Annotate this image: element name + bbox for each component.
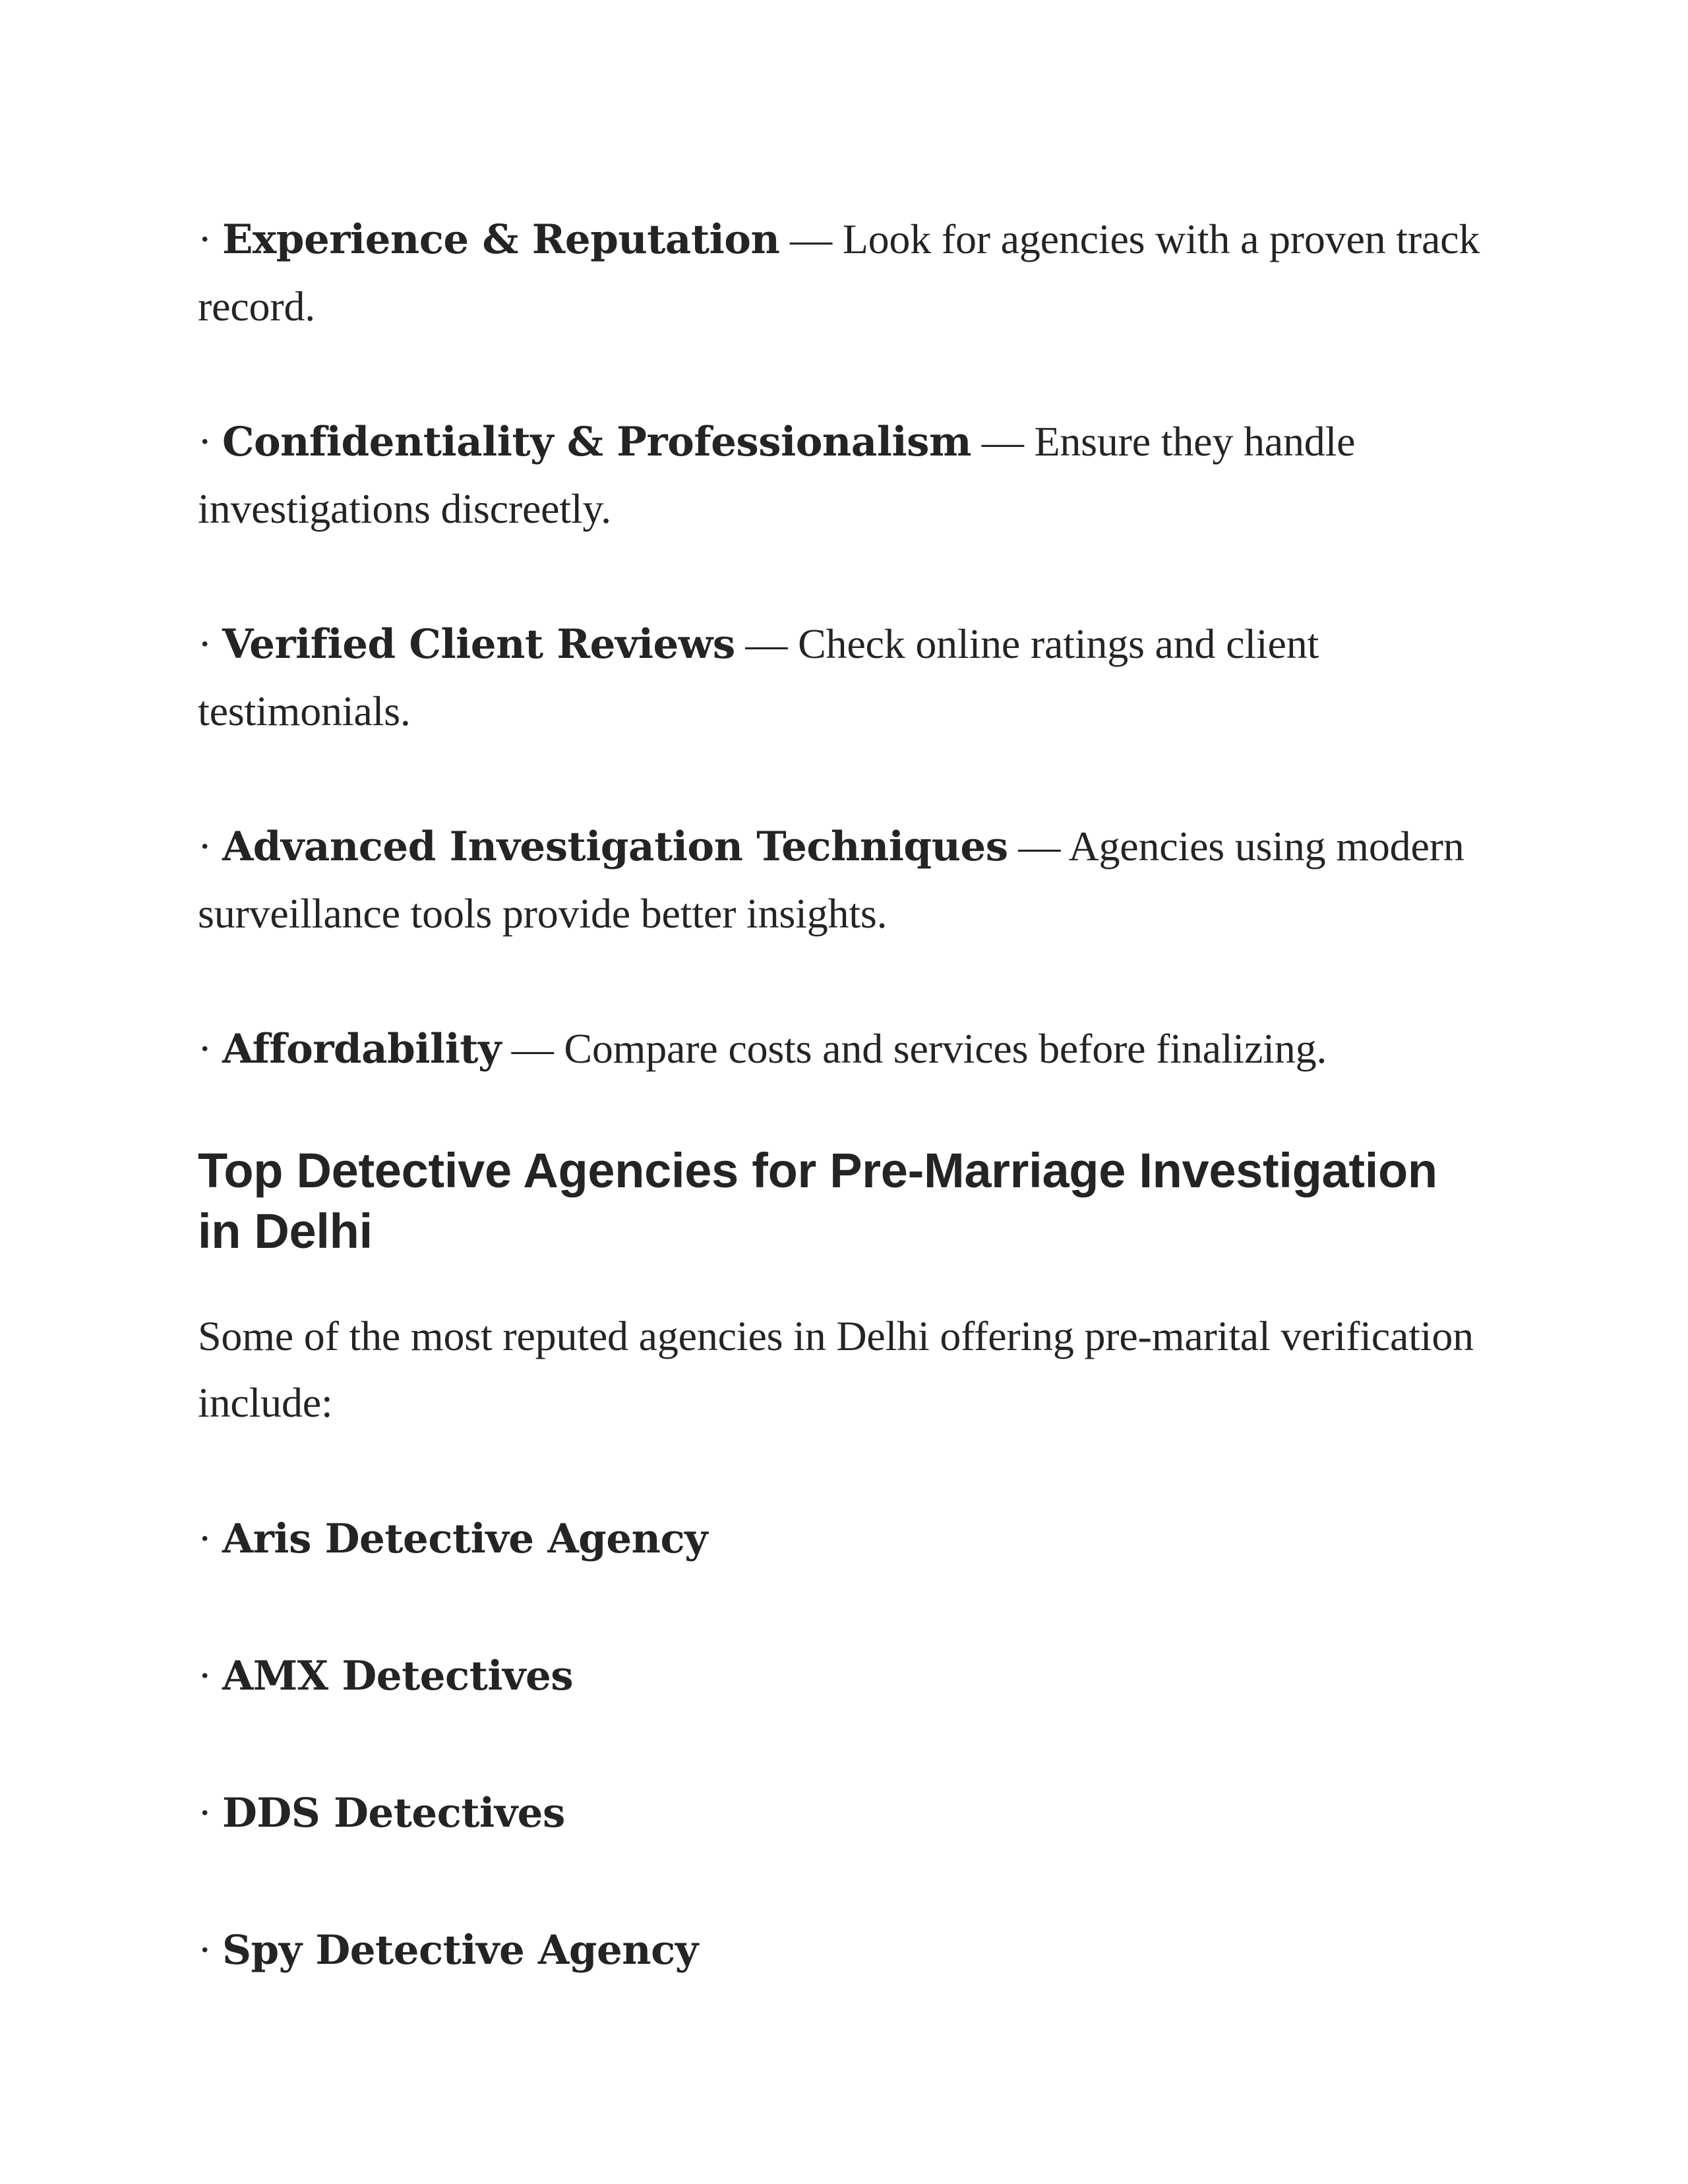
- agency-name: Spy Detective Agency: [222, 1927, 698, 1974]
- separator: —: [735, 620, 799, 667]
- criteria-title: Verified Client Reviews: [222, 621, 735, 668]
- criteria-title: Experience & Reputation: [222, 216, 780, 263]
- criteria-desc: Look for agencies with a proven track record.: [198, 216, 1480, 330]
- criteria-desc: Ensure they handle investigations discreetly.: [198, 418, 1356, 532]
- agency-name: AMX Detectives: [222, 1653, 574, 1699]
- separator: —: [779, 216, 843, 262]
- bullet: ·: [198, 1789, 212, 1836]
- separator: —: [971, 418, 1035, 465]
- bullet: ·: [198, 823, 212, 870]
- bullet: ·: [198, 1652, 212, 1699]
- intro-paragraph: Some of the most reputed agencies in Delhi offering pre-marital verification include:: [198, 1313, 1474, 1426]
- section-heading: Top Detective Agencies for Pre-Marriage Investigation in Delhi: [198, 1143, 1437, 1258]
- criteria-item: [198, 408, 1490, 542]
- criteria-item: [198, 206, 1490, 339]
- bullet: ·: [198, 620, 212, 667]
- criteria-item: [198, 610, 1490, 744]
- bullet: ·: [198, 1926, 212, 1973]
- criteria-item: [198, 1015, 1490, 1082]
- agency-name: Aris Detective Agency: [222, 1516, 708, 1562]
- criteria-desc: Agencies using modern surveillance tools provide better insights.: [198, 823, 1464, 937]
- agency-name: DDS Detectives: [222, 1790, 565, 1837]
- bullet: ·: [198, 1025, 212, 1072]
- criteria-desc: Compare costs and services before finalizing.: [564, 1025, 1327, 1072]
- agency-item: [198, 1642, 1490, 1709]
- agency-item: [198, 1505, 1490, 1572]
- bullet: ·: [198, 1515, 212, 1562]
- criteria-title: Confidentiality & Professionalism: [222, 419, 972, 465]
- bullet: ·: [198, 216, 212, 262]
- criteria-item: [198, 813, 1490, 947]
- agency-item: [198, 1916, 1490, 1984]
- separator: —: [1008, 823, 1069, 870]
- bullet: ·: [198, 418, 212, 465]
- criteria-desc: Check online ratings and client testimonials.: [198, 620, 1319, 734]
- agency-item: [198, 1779, 1490, 1846]
- separator: —: [500, 1025, 564, 1072]
- criteria-title: Affordability: [222, 1026, 501, 1073]
- criteria-title: Advanced Investigation Techniques: [222, 823, 1008, 870]
